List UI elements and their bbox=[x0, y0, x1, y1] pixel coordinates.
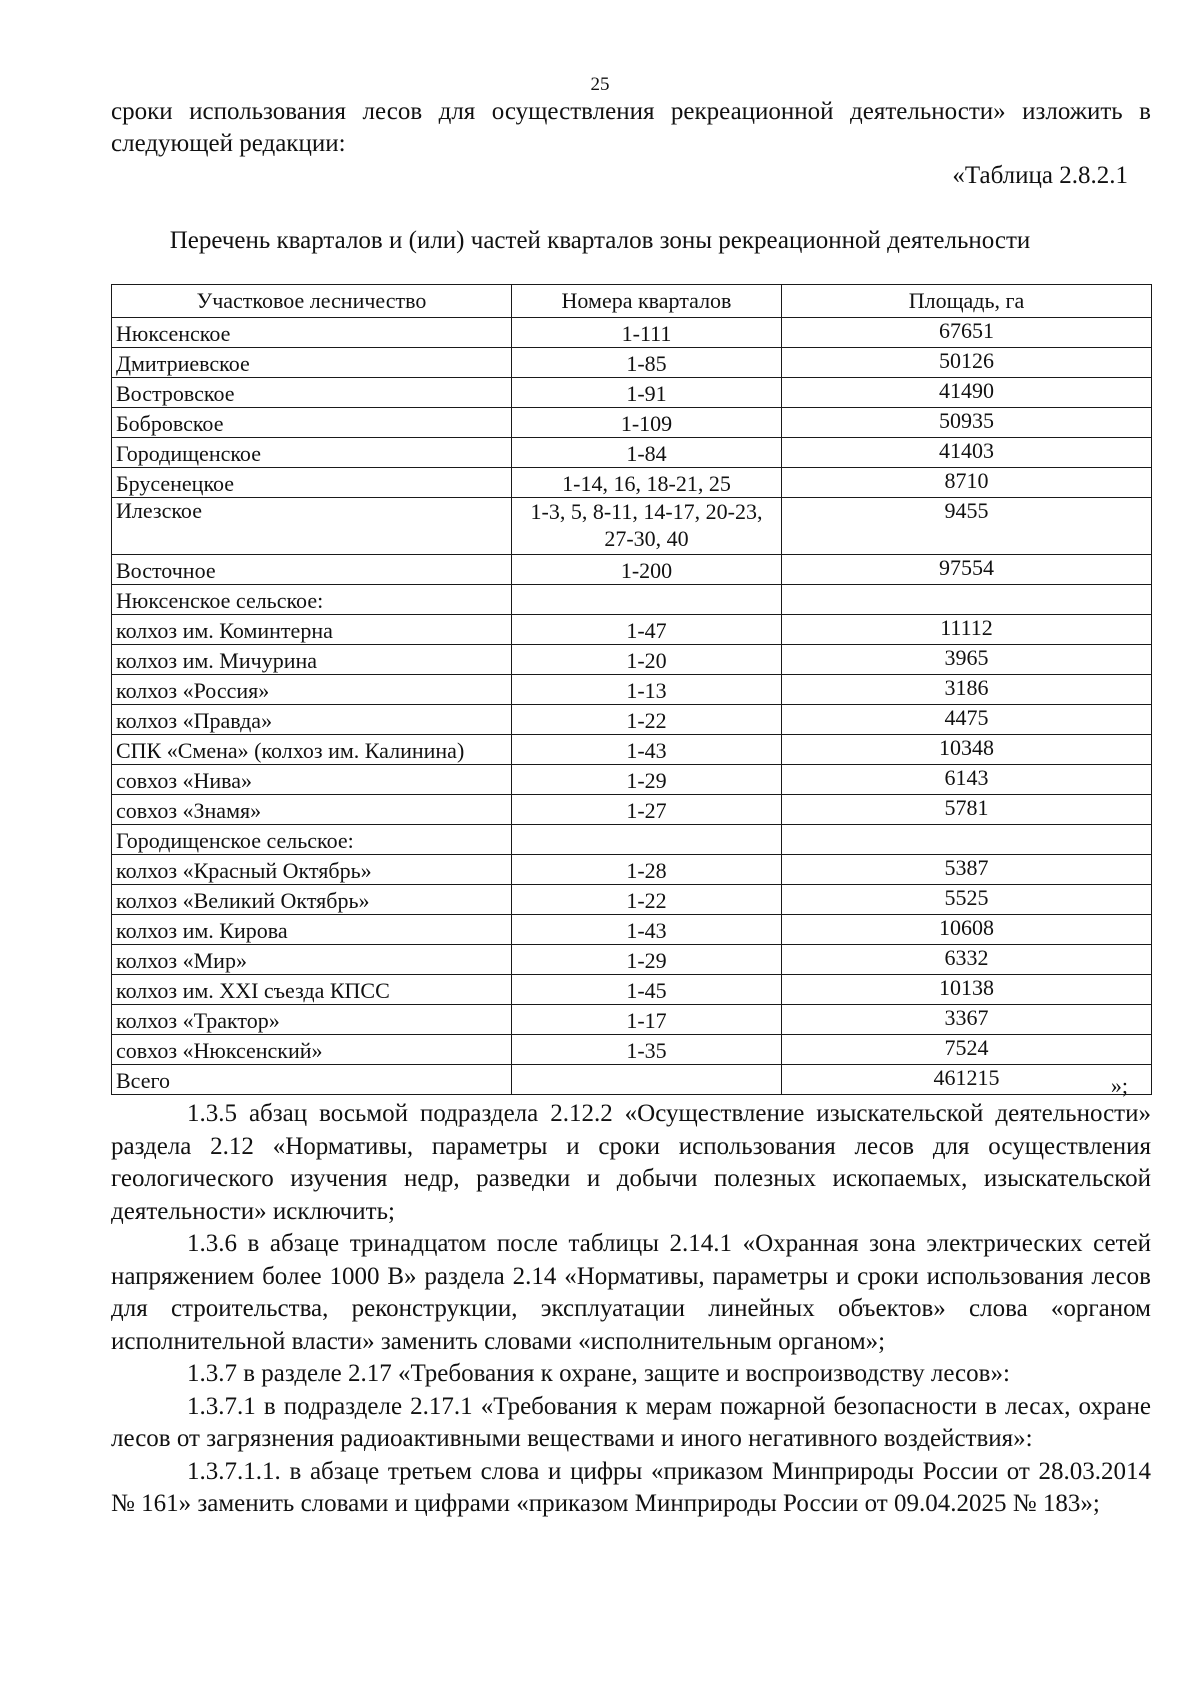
table-row bbox=[112, 555, 1152, 585]
quarter-numbers: 1-22 bbox=[512, 885, 782, 915]
total-label: Всего bbox=[112, 1065, 512, 1095]
area-value bbox=[782, 825, 1152, 855]
quarter-numbers: 1-28 bbox=[512, 855, 782, 885]
quarter-numbers: 1-27 bbox=[512, 795, 782, 825]
header-area: Площадь, га bbox=[782, 285, 1152, 318]
table-row bbox=[112, 1005, 1152, 1035]
area-value: 5387 bbox=[782, 855, 1152, 885]
table-closing-quote: »; bbox=[1110, 1073, 1128, 1098]
table-row bbox=[112, 645, 1152, 675]
table-row bbox=[112, 855, 1152, 885]
paragraph-1-3-6: 1.3.6 в абзаце тринадцатом после таблицы 2.14.1 «Охранная зона электрических сетей напряжением более 1000 В» раздела 2.14 «Нормативы, параметры и сроки использования лесов для строительства, реконструкции, эксплуатации линейных объектов» слова «органом исполнительной власти» заменить словами «исполнительным органом»; bbox=[111, 1230, 1151, 1355]
table-row bbox=[112, 915, 1152, 945]
quarter-numbers: 1-109 bbox=[512, 408, 782, 438]
area-value: 50935 bbox=[782, 408, 1152, 438]
paragraph-1-3-7-1-1: 1.3.7.1.1. в абзаце третьем слова и цифры «приказом Минприроды России от 28.03.2014 № 161» заменить словами и цифрами «приказом Минприроды России от 09.04.2025 № 183»; bbox=[111, 1457, 1151, 1517]
table-row bbox=[112, 945, 1152, 975]
header-quarters: Номера кварталов bbox=[512, 285, 782, 318]
table-row bbox=[112, 705, 1152, 735]
table-row bbox=[112, 498, 1152, 555]
paragraph-1-3-7-1: 1.3.7.1 в подразделе 2.17.1 «Требования к мерам пожарной безопасности в лесах, охране лесов от загрязнения радиоактивными веществами и иного негативного воздействия»: bbox=[111, 1392, 1151, 1452]
forestry-name: колхоз им. Кирова bbox=[112, 915, 512, 945]
page-number: 25 bbox=[590, 74, 610, 95]
quarter-numbers bbox=[512, 1065, 782, 1095]
quarter-numbers: 1-111 bbox=[512, 318, 782, 348]
quarter-numbers: 1-47 bbox=[512, 615, 782, 645]
table-total-row bbox=[112, 1065, 1152, 1095]
forestry-name: совхоз «Нюксенский» bbox=[112, 1035, 512, 1065]
area-value: 11112 bbox=[782, 615, 1152, 645]
quarter-numbers: 1-29 bbox=[512, 765, 782, 795]
area-value: 3965 bbox=[782, 645, 1152, 675]
forestry-name: Брусенецкое bbox=[112, 468, 512, 498]
forestry-name: колхоз «Россия» bbox=[112, 675, 512, 705]
quarter-numbers bbox=[512, 585, 782, 615]
quarter-numbers: 1-13 bbox=[512, 675, 782, 705]
forestry-name: колхоз «Правда» bbox=[112, 705, 512, 735]
area-value: 9455 bbox=[782, 498, 1152, 555]
area-value: 6143 bbox=[782, 765, 1152, 795]
area-value: 5525 bbox=[782, 885, 1152, 915]
quarter-numbers: 1-43 bbox=[512, 735, 782, 765]
table-row bbox=[112, 795, 1152, 825]
quarter-numbers: 1-17 bbox=[512, 1005, 782, 1035]
table-caption: «Таблица 2.8.2.1 bbox=[952, 162, 1128, 189]
forestry-name: Городищенское сельское: bbox=[112, 825, 512, 855]
quarter-numbers: 1-20 bbox=[512, 645, 782, 675]
area-value: 67651 bbox=[782, 318, 1152, 348]
forestry-name: колхоз им. Коминтерна bbox=[112, 615, 512, 645]
area-value: 97554 bbox=[782, 555, 1152, 585]
forestry-name: Илезское bbox=[112, 498, 512, 555]
area-value: 7524 bbox=[782, 1035, 1152, 1065]
table-row bbox=[112, 825, 1152, 855]
total-area-value: 461215 bbox=[782, 1065, 1152, 1095]
area-value: 3367 bbox=[782, 1005, 1152, 1035]
quarter-numbers bbox=[512, 825, 782, 855]
table-row bbox=[112, 675, 1152, 705]
forestry-name: колхоз «Великий Октябрь» bbox=[112, 885, 512, 915]
table-title: Перечень кварталов и (или) частей кварталов зоны рекреационной деятельности bbox=[169, 227, 1031, 254]
forestry-name: Нюксенское bbox=[112, 318, 512, 348]
table-row bbox=[112, 885, 1152, 915]
forestry-name: Восточное bbox=[112, 555, 512, 585]
table-row bbox=[112, 408, 1152, 438]
area-value: 41403 bbox=[782, 438, 1152, 468]
quarter-numbers: 1-85 bbox=[512, 348, 782, 378]
table-row bbox=[112, 765, 1152, 795]
paragraph-1-3-5: 1.3.5 абзац восьмой подраздела 2.12.2 «Осуществление изыскательской деятельности» раздела 2.12 «Нормативы, параметры и сроки использования лесов для осуществления геологического изучения недр, разведки и добычи полезных ископаемых, изыскательской деятельности» исключить; bbox=[111, 1100, 1151, 1225]
area-value: 3186 bbox=[782, 675, 1152, 705]
table-row bbox=[112, 975, 1152, 1005]
table-row bbox=[112, 348, 1152, 378]
forestry-name: колхоз «Красный Октябрь» bbox=[112, 855, 512, 885]
quarter-numbers: 1-200 bbox=[512, 555, 782, 585]
table-row bbox=[112, 615, 1152, 645]
area-value bbox=[782, 585, 1152, 615]
area-value: 50126 bbox=[782, 348, 1152, 378]
quarter-numbers: 1-45 bbox=[512, 975, 782, 1005]
table-row bbox=[112, 378, 1152, 408]
forestry-name: Бобровское bbox=[112, 408, 512, 438]
forestry-name: Нюксенское сельское: bbox=[112, 585, 512, 615]
quarter-numbers: 1-91 bbox=[512, 378, 782, 408]
table-row bbox=[112, 735, 1152, 765]
forestry-name: Дмитриевское bbox=[112, 348, 512, 378]
forestry-name: колхоз им. XXI съезда КПСС bbox=[112, 975, 512, 1005]
quarter-numbers: 1-22 bbox=[512, 705, 782, 735]
quarter-numbers: 1-29 bbox=[512, 945, 782, 975]
amendment-paragraphs bbox=[111, 1098, 1151, 1521]
table-row bbox=[112, 585, 1152, 615]
forestry-name: колхоз им. Мичурина bbox=[112, 645, 512, 675]
forestry-name: совхоз «Нива» bbox=[112, 765, 512, 795]
area-value: 41490 bbox=[782, 378, 1152, 408]
forestry-name: совхоз «Знамя» bbox=[112, 795, 512, 825]
table-row bbox=[112, 468, 1152, 498]
quarter-numbers: 1-3, 5, 8-11, 14-17, 20-23, 27-30, 40 bbox=[512, 498, 782, 555]
forestry-name: СПК «Смена» (колхоз им. Калинина) bbox=[112, 735, 512, 765]
forestry-name: колхоз «Мир» bbox=[112, 945, 512, 975]
table-row bbox=[112, 438, 1152, 468]
area-value: 6332 bbox=[782, 945, 1152, 975]
quarter-numbers: 1-14, 16, 18-21, 25 bbox=[512, 468, 782, 498]
quarter-numbers: 1-43 bbox=[512, 915, 782, 945]
area-value: 10348 bbox=[782, 735, 1152, 765]
table-header-row bbox=[112, 285, 1152, 318]
forestry-name: Востровское bbox=[112, 378, 512, 408]
quarter-numbers: 1-35 bbox=[512, 1035, 782, 1065]
paragraph-1-3-7: 1.3.7 в разделе 2.17 «Требования к охране, защите и воспроизводству лесов»: bbox=[187, 1360, 1010, 1387]
table-row bbox=[112, 1035, 1152, 1065]
forestry-name: Городищенское bbox=[112, 438, 512, 468]
intro-paragraph: сроки использования лесов для осуществления рекреационной деятельности» изложить в следующей редакции: bbox=[111, 98, 1151, 157]
recreation-zone-table bbox=[111, 284, 1152, 1095]
area-value: 10608 bbox=[782, 915, 1152, 945]
forestry-name: колхоз «Трактор» bbox=[112, 1005, 512, 1035]
area-value: 10138 bbox=[782, 975, 1152, 1005]
quarter-numbers: 1-84 bbox=[512, 438, 782, 468]
area-value: 5781 bbox=[782, 795, 1152, 825]
header-forestry: Участковое лесничество bbox=[112, 285, 512, 318]
area-value: 8710 bbox=[782, 468, 1152, 498]
table-row bbox=[112, 318, 1152, 348]
area-value: 4475 bbox=[782, 705, 1152, 735]
